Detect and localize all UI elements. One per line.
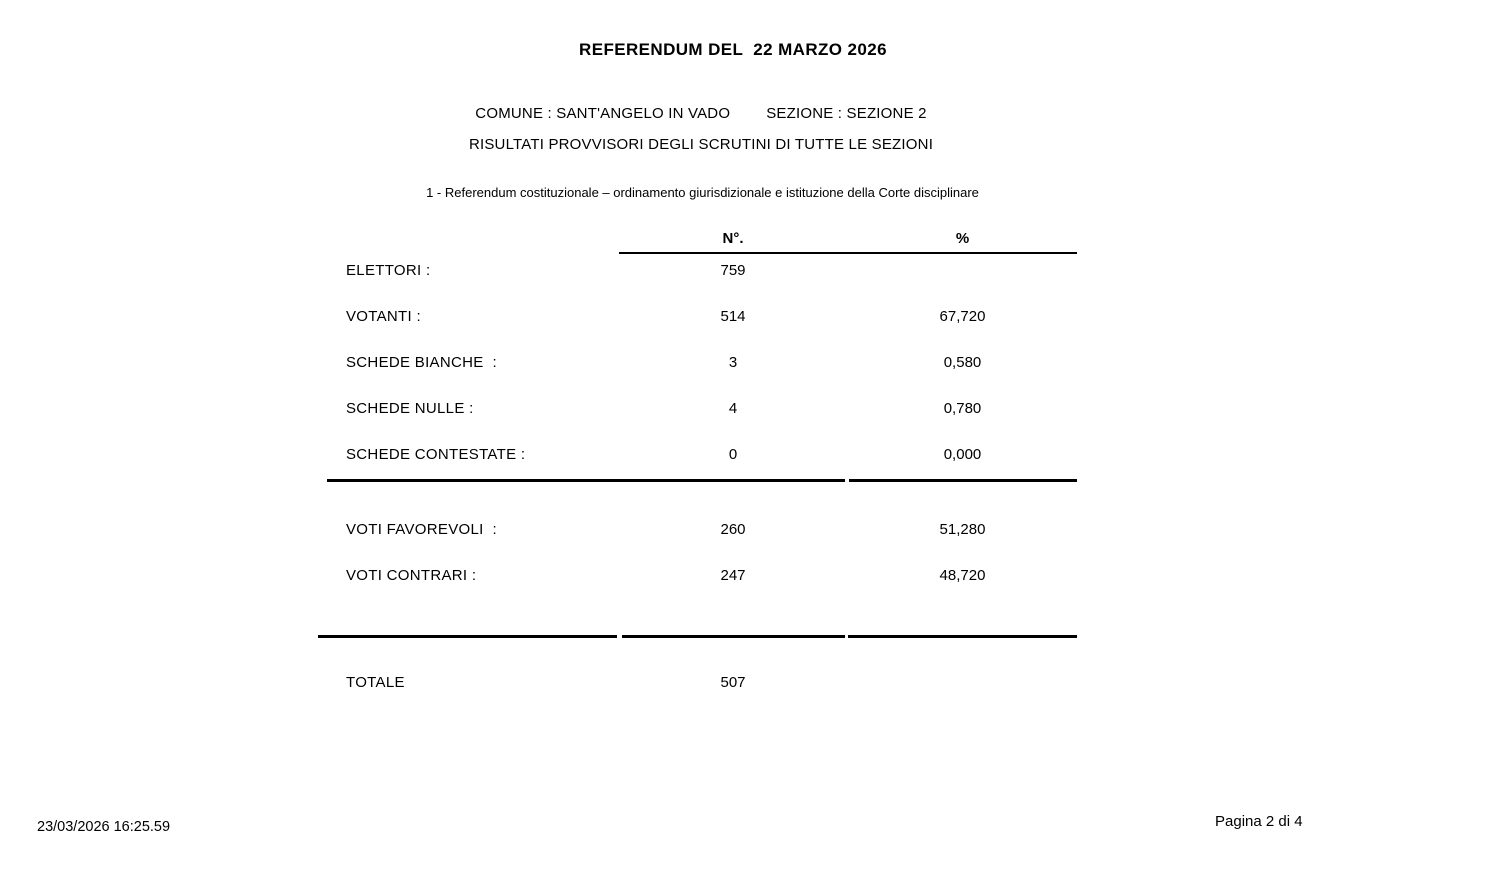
- row-value-n: 759: [720, 262, 746, 279]
- print-datetime: 23/03/2026 16:25.59: [37, 819, 171, 835]
- row-label: ELETTORI :: [346, 262, 431, 279]
- row-label: SCHEDE NULLE :: [346, 400, 474, 417]
- total-label: TOTALE: [346, 674, 405, 691]
- row-label: VOTI FAVOREVOLI :: [346, 521, 497, 538]
- comune-label: COMUNE : SANT'ANGELO IN VADO: [475, 105, 731, 122]
- row-value-percent: 67,720: [939, 308, 986, 325]
- table-row-totale: [0, 674, 1495, 694]
- referendum-question: 1 - Referendum costituzionale – ordinamento giurisdizionale e istituzione della Corte disciplinare: [426, 185, 979, 200]
- table-row-schede-contestate: [0, 446, 1495, 466]
- row-value-n: 0: [728, 446, 738, 463]
- header-underline: [619, 252, 1077, 254]
- section-divider: [849, 479, 1077, 482]
- row-value-percent: 48,720: [939, 567, 986, 584]
- section-divider: [327, 479, 845, 482]
- row-value-n: 247: [720, 567, 746, 584]
- table-row-schede-nulle: [0, 400, 1495, 420]
- column-header-n: N°.: [722, 230, 744, 247]
- row-value-percent: 0,000: [943, 446, 982, 463]
- row-value-n: 4: [728, 400, 738, 417]
- table-row-schede-bianche: [0, 354, 1495, 374]
- table-row-elettori: [0, 262, 1495, 282]
- total-value-n: 507: [720, 674, 746, 691]
- row-value-percent: 0,580: [943, 354, 982, 371]
- table-row-voti-contrari: [0, 567, 1495, 587]
- column-header-percent: %: [955, 230, 970, 247]
- comune-sezione-line: [0, 105, 1402, 122]
- row-value-n: 514: [720, 308, 746, 325]
- table-header-row: [0, 230, 1495, 250]
- row-label: SCHEDE BIANCHE :: [346, 354, 497, 371]
- row-value-percent: 0,780: [943, 400, 982, 417]
- row-label: SCHEDE CONTESTATE :: [346, 446, 526, 463]
- report-title: REFERENDUM DEL 22 MARZO 2026: [579, 40, 887, 59]
- table-row-voti-favorevoli: [0, 521, 1495, 541]
- row-value-n: 3: [728, 354, 738, 371]
- total-divider: [848, 635, 1077, 638]
- total-divider: [622, 635, 845, 638]
- page-number: Pagina 2 di 4: [1215, 813, 1303, 830]
- row-label: VOTI CONTRARI :: [346, 567, 477, 584]
- row-label: VOTANTI :: [346, 308, 421, 325]
- row-value-n: 260: [720, 521, 746, 538]
- report-subtitle: RISULTATI PROVVISORI DEGLI SCRUTINI DI TUTTE LE SEZIONI: [468, 136, 934, 153]
- total-divider: [318, 635, 617, 638]
- sezione-label: SEZIONE : SEZIONE 2: [766, 105, 927, 122]
- row-value-percent: 51,280: [939, 521, 986, 538]
- table-row-votanti: [0, 308, 1495, 328]
